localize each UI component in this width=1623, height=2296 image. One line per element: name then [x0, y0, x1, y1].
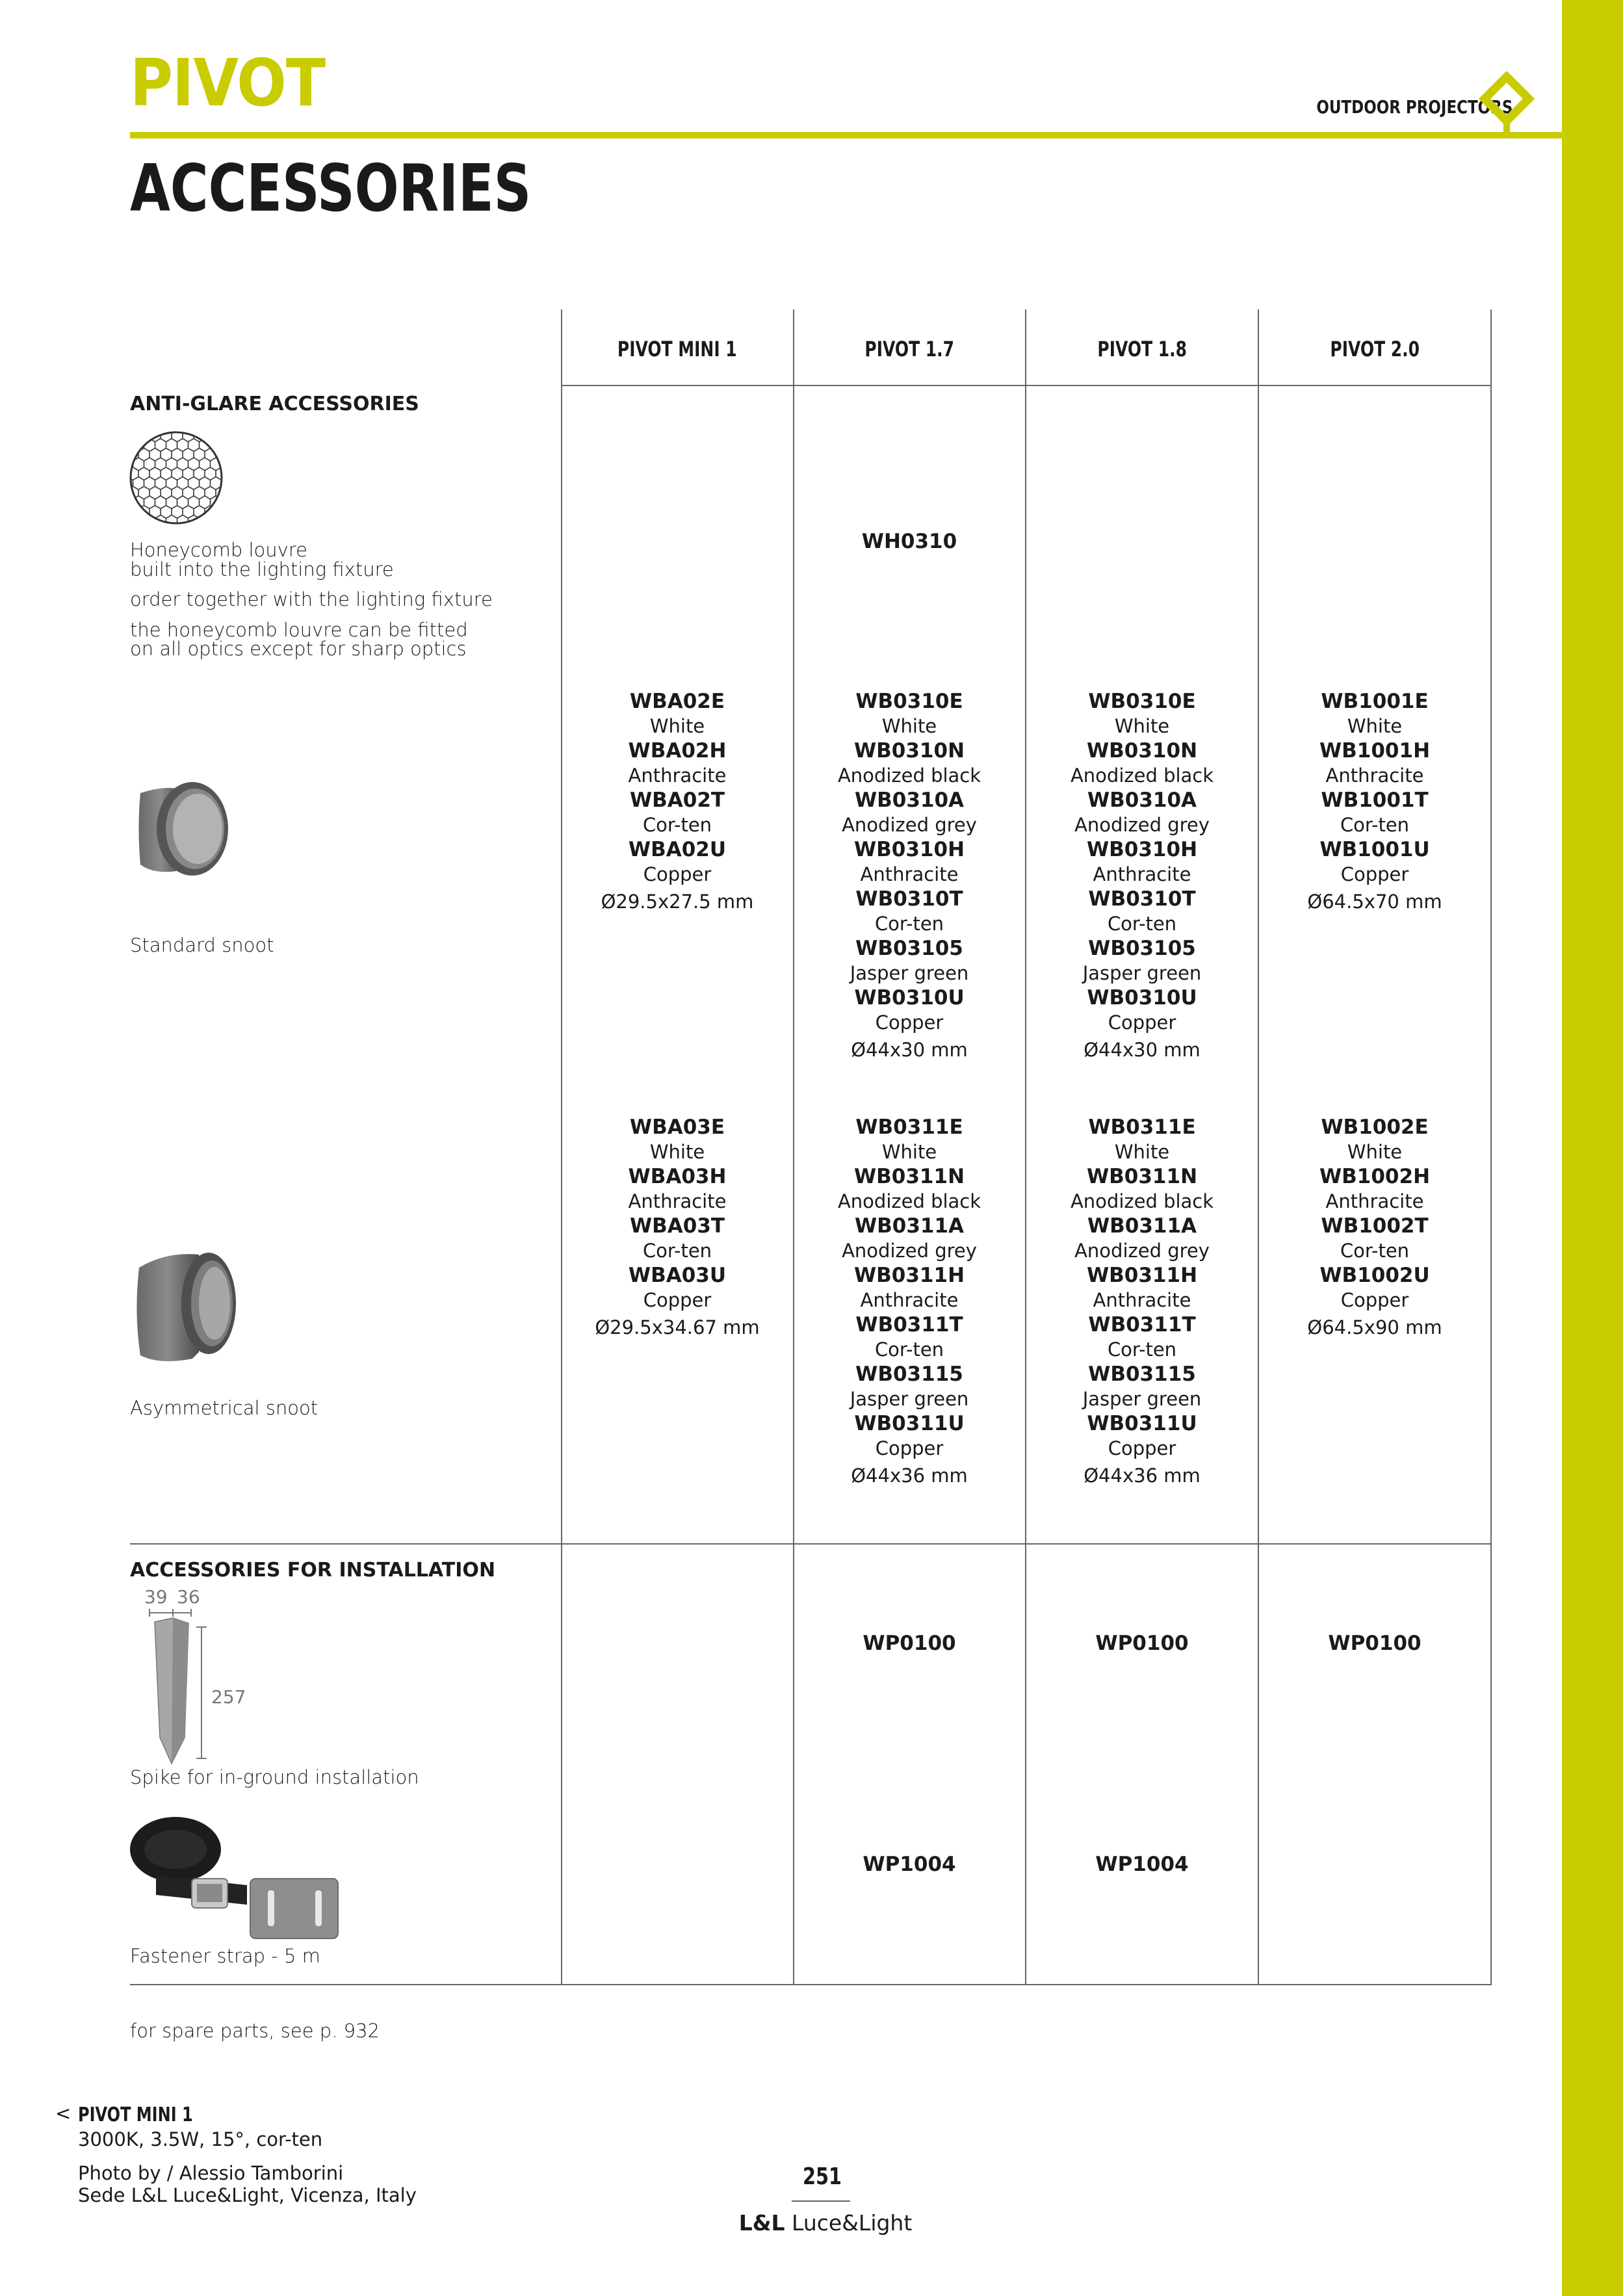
product-code: WB0311H	[853, 1264, 965, 1287]
product-code: WBA02H	[628, 739, 727, 763]
finish-label: Copper	[1340, 863, 1409, 885]
product-code: WB0310H	[1086, 838, 1198, 861]
product-code: WBA03T	[629, 1214, 725, 1238]
spike-dim-a: 39	[144, 1586, 168, 1608]
caption-photo-1: Photo by / Alessio Tamborini	[78, 2162, 344, 2184]
product-code: WB1002H	[1319, 1165, 1431, 1188]
spike-dim-h: 257	[211, 1686, 246, 1708]
finish-label: Anthracite	[1093, 863, 1191, 885]
brand-title: PIVOT	[130, 45, 326, 121]
finish-label: Cor-ten	[1107, 1338, 1177, 1361]
product-code: WB0310H	[853, 838, 965, 861]
product-code: WB03105	[855, 937, 963, 960]
finish-label: Anthracite	[1093, 1289, 1191, 1311]
finish-label: Cor-ten	[1107, 913, 1177, 935]
caption-photo-2: Sede L&L Luce&Light, Vicenza, Italy	[78, 2184, 417, 2206]
dimension-label: Ø64.5x90 mm	[1307, 1316, 1442, 1338]
finish-label: Jasper green	[850, 1388, 969, 1410]
caption-product: PIVOT MINI 1	[78, 2104, 193, 2126]
dimension-label: Ø64.5x70 mm	[1307, 891, 1442, 913]
product-code: WB1002E	[1321, 1115, 1429, 1139]
column-header-pivot-mini-1: PIVOT MINI 1	[617, 337, 737, 361]
dimension-label: Ø29.5x27.5 mm	[601, 891, 754, 913]
product-code: WB1002U	[1319, 1264, 1430, 1287]
finish-label: Copper	[1340, 1289, 1409, 1311]
product-code: WB0310T	[1088, 887, 1196, 911]
product-code: WBA02U	[628, 838, 727, 861]
product-code: WB0311H	[1086, 1264, 1198, 1287]
finish-label: Copper	[875, 1437, 944, 1459]
dimension-label: Ø44x36 mm	[851, 1465, 968, 1487]
product-code: WB0311N	[1086, 1165, 1198, 1188]
dimension-label: Ø29.5x34.67 mm	[595, 1316, 760, 1338]
product-code: WBA03U	[628, 1264, 727, 1287]
product-code: WB0310T	[855, 887, 963, 911]
caption-arrow: <	[55, 2102, 71, 2124]
accent-sidebar	[1562, 0, 1623, 2296]
finish-label: White	[649, 715, 705, 737]
product-code: WB0311A	[854, 1214, 965, 1238]
installation-title: ACCESSORIES FOR INSTALLATION	[130, 1559, 496, 1582]
finish-label: White	[881, 1141, 937, 1163]
spike-dim-b: 36	[177, 1586, 200, 1608]
column-header-pivot-1-7: PIVOT 1.7	[864, 337, 954, 361]
asym-snoot-p17-cell	[794, 1115, 1025, 1488]
product-code: WB0310A	[1087, 789, 1197, 812]
spike-code-pivot-1-7: WP0100	[863, 1632, 956, 1655]
fastener-strap-icon	[130, 1814, 344, 1944]
finish-label: Cor-ten	[874, 1338, 944, 1361]
asym-snoot-p20-cell	[1259, 1115, 1490, 1340]
asym-snoot-p18-cell	[1026, 1115, 1258, 1488]
product-code: WB0311T	[1088, 1313, 1196, 1337]
product-code: WB0310A	[854, 789, 965, 812]
table-header-rule	[561, 385, 1492, 386]
spike-icon	[136, 1583, 266, 1765]
product-code: WB0310N	[1086, 739, 1198, 763]
product-code: WBA02E	[629, 690, 725, 713]
finish-label: Anodized black	[837, 1190, 981, 1212]
product-code: WB0310E	[855, 690, 963, 713]
honeycomb-louvre-icon	[127, 429, 225, 527]
finish-label: Anthracite	[860, 863, 959, 885]
asymmetrical-snoot-icon	[127, 1242, 238, 1365]
finish-label: Copper	[643, 863, 712, 885]
finish-label: Anthracite	[628, 764, 727, 787]
product-code: WB1002T	[1321, 1214, 1429, 1238]
product-code: WB0311N	[853, 1165, 965, 1188]
diamond-logo-icon	[1475, 72, 1538, 137]
product-code: WB0311A	[1087, 1214, 1197, 1238]
honeycomb-code-pivot-1-7: WH0310	[861, 530, 957, 553]
product-code: WB0311U	[854, 1412, 965, 1435]
finish-label: Cor-ten	[1340, 814, 1410, 836]
finish-label: Jasper green	[1082, 962, 1202, 984]
column-header-pivot-1-8: PIVOT 1.8	[1097, 337, 1187, 361]
dimension-label: Ø44x30 mm	[1084, 1039, 1201, 1061]
finish-label: Jasper green	[1082, 1388, 1202, 1410]
finish-label: White	[1114, 715, 1170, 737]
standard-snoot-mini1-cell	[562, 689, 793, 914]
standard-snoot-p20-cell	[1259, 689, 1490, 914]
finish-label: Anthracite	[860, 1289, 959, 1311]
product-code: WB03115	[1088, 1363, 1196, 1386]
finish-label: Jasper green	[850, 962, 969, 984]
finish-label: Cor-ten	[1340, 1240, 1410, 1262]
honeycomb-desc-5: on all optics except for sharp optics	[130, 638, 467, 660]
product-code: WB0311U	[1087, 1412, 1197, 1435]
honeycomb-desc-1: Honeycomb louvre	[130, 539, 307, 561]
dimension-label: Ø44x30 mm	[851, 1039, 968, 1061]
finish-label: Cor-ten	[642, 1240, 712, 1262]
strap-label: Fastener strap - 5 m	[130, 1945, 320, 1967]
caption-spec: 3000K, 3.5W, 15°, cor-ten	[78, 2128, 323, 2150]
honeycomb-desc-2: built into the lighting fixture	[130, 558, 394, 581]
product-code: WB1001H	[1319, 739, 1431, 763]
finish-label: Anodized black	[837, 764, 981, 787]
page-number: 251	[802, 2163, 842, 2190]
product-code: WB0311T	[855, 1313, 963, 1337]
section-label: OUTDOOR PROJECTORS	[1316, 96, 1513, 118]
finish-label: White	[1347, 1141, 1403, 1163]
finish-label: Anodized grey	[842, 814, 977, 836]
product-code: WBA03E	[629, 1115, 725, 1139]
standard-snoot-p18-cell	[1026, 689, 1258, 1062]
finish-label: Copper	[1108, 1437, 1176, 1459]
finish-label: White	[1114, 1141, 1170, 1163]
product-code: WBA03H	[628, 1165, 727, 1188]
finish-label: Anodized grey	[842, 1240, 977, 1262]
header-rule	[130, 132, 1562, 138]
finish-label: Copper	[1108, 1011, 1176, 1034]
table-section-rule	[130, 1543, 1492, 1545]
product-code: WB03105	[1088, 937, 1196, 960]
standard-snoot-icon	[127, 777, 231, 881]
product-code: WB1001T	[1321, 789, 1429, 812]
product-code: WB0310E	[1088, 690, 1196, 713]
page-number-rule	[792, 2200, 850, 2202]
product-code: WB03115	[855, 1363, 963, 1386]
finish-label: White	[1347, 715, 1403, 737]
product-code: WB1001E	[1321, 690, 1429, 713]
finish-label: Copper	[643, 1289, 712, 1311]
table-bottom-rule	[130, 1984, 1492, 1985]
footer-logo: L&L Luce&Light	[738, 2210, 913, 2236]
finish-label: Anodized black	[1070, 1190, 1214, 1212]
product-code: WB0310U	[854, 986, 965, 1010]
table-divider	[1490, 309, 1492, 1985]
finish-label: Anthracite	[628, 1190, 727, 1212]
honeycomb-desc-3: order together with the lighting fixture	[130, 588, 493, 610]
finish-label: White	[881, 715, 937, 737]
anti-glare-title: ANTI-GLARE ACCESSORIES	[130, 393, 419, 415]
finish-label: Anodized grey	[1074, 1240, 1210, 1262]
page-title: ACCESSORIES	[130, 150, 532, 226]
dimension-label: Ø44x36 mm	[1084, 1465, 1201, 1487]
finish-label: Anthracite	[1325, 1190, 1424, 1212]
column-header-pivot-2-0: PIVOT 2.0	[1330, 337, 1420, 361]
finish-label: Cor-ten	[874, 913, 944, 935]
strap-code-pivot-1-8: WP1004	[1095, 1853, 1189, 1876]
asym-snoot-mini1-cell	[562, 1115, 793, 1340]
product-code: WB0310N	[853, 739, 965, 763]
finish-label: White	[649, 1141, 705, 1163]
finish-label: Anodized black	[1070, 764, 1214, 787]
finish-label: Copper	[875, 1011, 944, 1034]
finish-label: Anodized grey	[1074, 814, 1210, 836]
product-code: WB0311E	[855, 1115, 963, 1139]
product-code: WB0311E	[1088, 1115, 1196, 1139]
asymmetrical-snoot-label: Asymmetrical snoot	[130, 1397, 318, 1419]
finish-label: Cor-ten	[642, 814, 712, 836]
spare-parts-note: for spare parts, see p. 932	[130, 2020, 380, 2042]
product-code: WBA02T	[629, 789, 725, 812]
spike-code-pivot-2-0: WP0100	[1328, 1632, 1422, 1655]
spike-code-pivot-1-8: WP0100	[1095, 1632, 1189, 1655]
standard-snoot-p17-cell	[794, 689, 1025, 1062]
strap-code-pivot-1-7: WP1004	[863, 1853, 956, 1876]
standard-snoot-label: Standard snoot	[130, 934, 274, 956]
honeycomb-desc-4: the honeycomb louvre can be fitted	[130, 619, 468, 641]
spike-label: Spike for in-ground installation	[130, 1766, 419, 1788]
product-code: WB1001U	[1319, 838, 1430, 861]
product-code: WB0310U	[1087, 986, 1197, 1010]
finish-label: Anthracite	[1325, 764, 1424, 787]
